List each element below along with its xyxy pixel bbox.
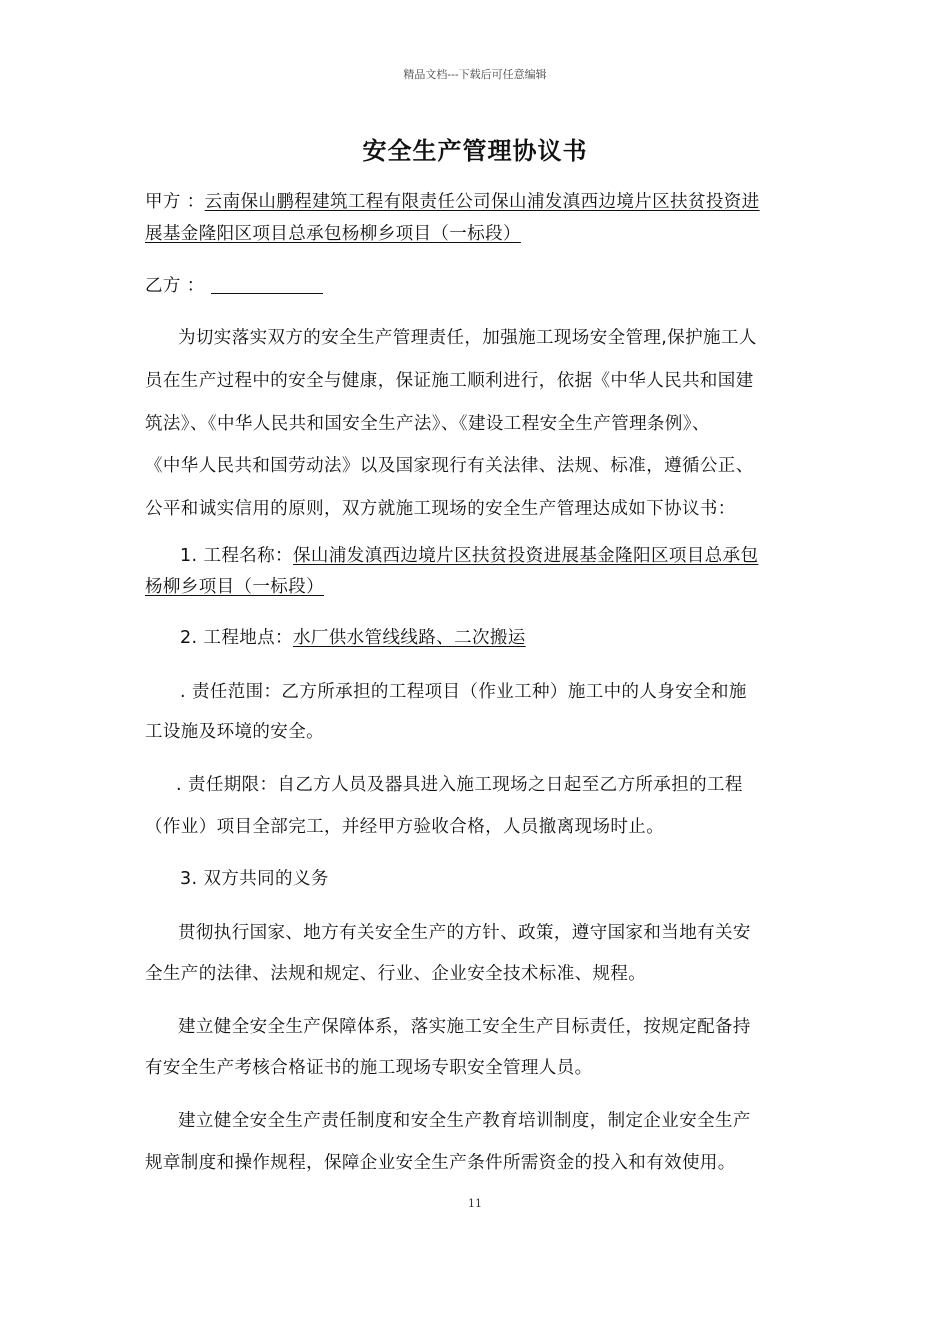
party-b-blank <box>211 277 323 294</box>
item-1-line-2: 杨柳乡项目（一标段） <box>145 577 324 597</box>
period-line-1: . 责任期限：自乙方人员及器具进入施工现场之日起至乙方所承担的工程 <box>176 775 743 795</box>
intro-line-4: 《中华人民共和国劳动法》以及国家现行有关法律、法规、标准，遵循公正、 <box>145 456 754 476</box>
party-b-line <box>145 273 323 299</box>
item-2-prefix: 2. 工程地点： <box>180 628 293 648</box>
para-b-line-2: 有安全生产考核合格证书的施工现场专职安全管理人员。 <box>145 1058 593 1078</box>
item-1-line-1 <box>180 543 758 569</box>
party-a-value: 云南保山鹏程建筑工程有限责任公司保山浦发滇西边境片区扶贫投资进 <box>204 192 760 212</box>
para-c-line-1: 建立健全安全生产责任制度和安全生产教育培训制度，制定企业安全生产 <box>178 1111 751 1131</box>
item-1-value: 保山浦发滇西边境片区扶贫投资进展基金隆阳区项目总承包 <box>292 546 759 566</box>
document-title: 安全生产管理协议书 <box>362 137 588 165</box>
item-1-prefix: 1. 工程名称： <box>180 546 293 566</box>
intro-line-5: 公平和诚实信用的原则，双方就施工现场的安全生产管理达成如下协议书： <box>145 499 736 519</box>
intro-line-1: 为切实落实双方的安全生产管理责任，加强施工现场安全管理,保护施工人 <box>178 328 757 348</box>
party-b-label: 乙方 ： <box>145 276 205 296</box>
para-a-line-2: 全生产的法律、法规和规定、行业、企业安全技术标准、规程。 <box>145 964 647 984</box>
scope-line-2: 工设施及环境的安全。 <box>145 722 324 742</box>
page-header: 精品文档---下载后可任意编辑 <box>403 68 547 81</box>
para-a-line-1: 贯彻执行国家、地方有关安全生产的方针、政策，遵守国家和当地有关安 <box>178 923 751 943</box>
scope-line-1: . 责任范围：乙方所承担的工程项目（作业工种）施工中的人身安全和施 <box>180 682 747 702</box>
intro-line-2: 员在生产过程中的安全与健康，保证施工顺利进行，依据《中华人民共和国建 <box>145 371 754 391</box>
party-a-line-2: 展基金隆阳区项目总承包杨柳乡项目（一标段） <box>145 224 521 244</box>
item-3-heading: 3. 双方共同的义务 <box>180 869 329 889</box>
item-2-value: 水厂供水管线线路、二次搬运 <box>292 628 526 648</box>
party-a-label: 甲方 ： <box>145 192 205 212</box>
para-b-line-1: 建立健全安全生产保障体系，落实施工安全生产目标责任，按规定配备持 <box>178 1017 751 1037</box>
para-c-line-2: 规章制度和操作规程，保障企业安全生产条件所需资金的投入和有效使用。 <box>145 1153 736 1173</box>
page-number: 11 <box>468 1197 482 1210</box>
period-line-2: （作业）项目全部完工，并经甲方验收合格，人员撤离现场时止。 <box>145 817 665 837</box>
intro-line-3: 筑法》、《中华人民共和国安全生产法》、《建设工程安全生产管理条例》、 <box>145 414 710 434</box>
party-a-line-1 <box>145 189 760 215</box>
item-2-line <box>180 625 526 651</box>
